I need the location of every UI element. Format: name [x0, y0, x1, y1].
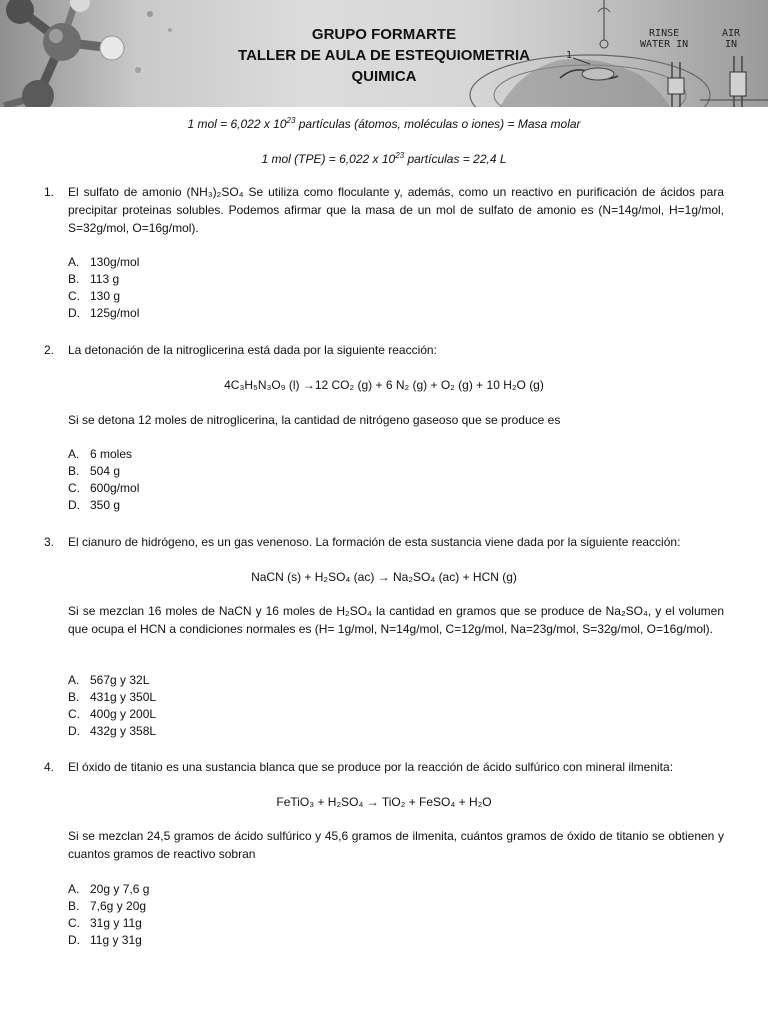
org-title: GRUPO FORMARTE — [311, 26, 457, 43]
option-text: 11g y 31g — [90, 933, 142, 947]
option-text: 504 g — [90, 464, 121, 478]
option-letter: A. — [68, 255, 80, 269]
option-b[interactable] — [68, 689, 368, 706]
option-b[interactable] — [68, 271, 368, 288]
option-a[interactable] — [68, 446, 368, 463]
mol-formula-line — [0, 115, 768, 133]
option-text: 600g/mol — [90, 481, 140, 495]
exponent: 23 — [395, 151, 405, 160]
option-letter: B. — [68, 899, 80, 913]
tpe-formula-text: 1 mol (TPE) = 6,022 x 10 — [261, 152, 396, 166]
tpe-formula-text-end: partículas = 22,4 L — [404, 152, 507, 166]
question-text: Si se mezclan 16 moles de NaCN y 16 moles de H₂SO₄ la cantidad en gramos que se produce de Na₂SO₄, y el volumen que ocupa el HCN a condiciones normales es (H= 1g/mol, N=14g/mol, C=12g/mol, Na=23g/mol, S=32g/mol, O=16g/mol). — [68, 604, 724, 636]
option-d[interactable] — [68, 497, 368, 514]
option-a[interactable] — [68, 881, 368, 898]
header-titles — [200, 24, 568, 87]
option-text: 567g y 32L — [90, 673, 150, 687]
question-3-equation: NaCN (s) + H₂SO₄ (ac) → Na₂SO₄ (ac) + HCN (g) — [251, 570, 517, 584]
mol-formula-text-end: partículas (átomos, moléculas o iones) = Masa molar — [295, 117, 581, 131]
question-number: 3. — [44, 535, 55, 549]
option-text: 31g y 11g — [90, 916, 142, 930]
question-text: El óxido de titanio es una sustancia blanca que se produce por la reacción de ácido sulfúrico con mineral ilmenita: — [68, 760, 674, 774]
question-2-equation: 4C₃H₅N₃O₉ (l) →12 CO₂ (g) + 6 N₂ (g) + O₂ (g) + 10 H₂O (g) — [224, 378, 544, 392]
option-text: 432g y 358L — [90, 724, 157, 738]
option-c[interactable] — [68, 288, 368, 305]
question-number: 4. — [44, 760, 55, 774]
air-in-label: AIR IN — [722, 28, 741, 50]
question-2-options — [68, 446, 368, 514]
question-1-options — [68, 254, 368, 322]
option-c[interactable] — [68, 915, 368, 932]
option-letter: C. — [68, 707, 80, 721]
option-text: 130g/mol — [90, 255, 140, 269]
option-c[interactable] — [68, 706, 368, 723]
question-text: Si se detona 12 moles de nitroglicerina, la cantidad de nitrógeno gaseoso que se produce es — [68, 413, 561, 427]
question-text: El cianuro de hidrógeno, es un gas venenoso. La formación de esta sustancia viene dada por la siguiente reacción: — [68, 535, 681, 549]
option-text: 7,6g y 20g — [90, 899, 147, 913]
option-letter: D. — [68, 724, 80, 738]
option-text: 20g y 7,6 g — [90, 882, 150, 896]
apparatus-number-label: 1 — [566, 50, 573, 61]
option-letter: C. — [68, 916, 80, 930]
question-4-equation: FeTiO₃ + H₂SO₄ → TiO₂ + FeSO₄ + H₂O — [276, 795, 492, 809]
option-letter: A. — [68, 882, 80, 896]
option-letter: D. — [68, 498, 80, 512]
question-text: La detonación de la nitroglicerina está dada por la siguiente reacción: — [68, 343, 437, 357]
option-d[interactable] — [68, 932, 368, 949]
option-letter: C. — [68, 481, 80, 495]
option-letter: C. — [68, 289, 80, 303]
option-b[interactable] — [68, 898, 368, 915]
rinse-water-label: RINSE WATER IN — [640, 28, 689, 50]
option-text: 113 g — [90, 272, 120, 286]
option-letter: A. — [68, 673, 80, 687]
question-3-options — [68, 672, 368, 740]
question-text: El sulfato de amonio (NH₃)₂SO₄ Se utiliza como floculante y, además, como un reactivo en purificación de ácidos para precipitar proteinas solubles. Podemos afirmar que la masa de un mol de sulfato de amonio es (N=14g/mol, H=1g/mol, S=32g/mol, O=16g/mol). — [68, 185, 724, 235]
option-text: 130 g — [90, 289, 121, 303]
option-letter: A. — [68, 447, 80, 461]
option-a[interactable] — [68, 254, 368, 271]
exponent: 23 — [286, 116, 296, 125]
question-text: Si se mezclan 24,5 gramos de ácido sulfúrico y 45,6 gramos de ilmenita, cuántos gramos de óxido de titanio se obtienen y cuantos gramos de reactivo sobran — [68, 829, 724, 861]
option-a[interactable] — [68, 672, 368, 689]
option-letter: B. — [68, 464, 80, 478]
option-b[interactable] — [68, 463, 368, 480]
workshop-title: TALLER DE AULA DE ESTEQUIOMETRIA — [238, 47, 530, 64]
option-d[interactable] — [68, 723, 368, 740]
question-number: 1. — [44, 185, 55, 199]
question-number: 2. — [44, 343, 55, 357]
subject-title: QUIMICA — [351, 68, 417, 85]
option-letter: D. — [68, 933, 80, 947]
option-c[interactable] — [68, 480, 368, 497]
question-4-options — [68, 881, 368, 949]
mol-formula-text: 1 mol = 6,022 x 10 — [187, 117, 287, 131]
option-text: 6 moles — [90, 447, 133, 461]
tpe-formula-line — [0, 150, 768, 168]
option-letter: B. — [68, 272, 80, 286]
option-letter: B. — [68, 690, 80, 704]
option-d[interactable] — [68, 305, 368, 322]
option-text: 431g y 350L — [90, 690, 157, 704]
option-text: 400g y 200L — [90, 707, 157, 721]
header-banner — [0, 0, 768, 107]
option-letter: D. — [68, 306, 80, 320]
option-text: 125g/mol — [90, 306, 140, 320]
option-text: 350 g — [90, 498, 121, 512]
molecule-model-icon — [4, 0, 172, 107]
